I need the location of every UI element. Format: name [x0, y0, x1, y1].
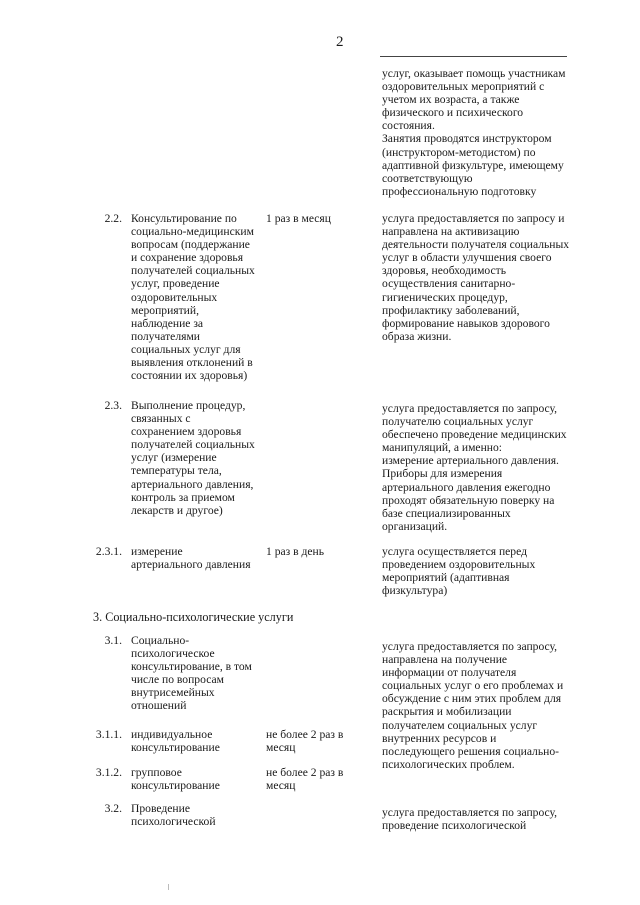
page-number: 2: [336, 34, 344, 50]
service-name: Социально- психологическое консультирование, в том числе по вопросам внутрисемейных отношений: [131, 634, 252, 713]
section-heading: 3. Социально-психологические услуги: [93, 610, 294, 624]
service-frequency: не более 2 раз в месяц: [266, 728, 344, 755]
row-number: 2.3.1.: [95, 545, 122, 558]
row-number: 2.3.: [104, 399, 122, 412]
service-name: индивидуальное консультирование: [131, 728, 220, 755]
continued-description: услуг, оказывает помощь участникам оздоровительных мероприятий с учетом их возраста, а также физического и психического состояния. Занятия проводятся инструктором (инструктором-методистом) по адаптивной физкультуре, имеющему соответствующую профессиональную подготовку: [382, 67, 566, 198]
top-divider: [380, 56, 567, 57]
service-description: услуга предоставляется по запросу, направлена на получение информации от получателя социальных услуг о его проблемах и обсуждение с ним этих проблем для раскрытия и мобилизации получателем социальных услуг внутренних ресурсов и последующего решения социально- психологических проблем.: [382, 640, 564, 771]
row-number: 3.1.1.: [95, 728, 122, 741]
service-frequency: 1 раз в месяц: [266, 212, 331, 225]
service-description: услуга предоставляется по запросу, получателю социальных услуг обеспечено проведение медицинских манипуляций, а именно: измерение артериального давления. Приборы для измерения артериального давления ежегодно проходят обязательную поверку на базе специализированных организаций.: [382, 402, 567, 533]
service-name: Проведение психологической: [131, 802, 216, 829]
service-name: групповое консультирование: [131, 766, 220, 793]
row-number: 3.1.: [104, 634, 122, 647]
row-number: 2.2.: [104, 212, 122, 225]
service-frequency: не более 2 раз в месяц: [266, 766, 344, 793]
service-description: услуга предоставляется по запросу, проведение психологической: [382, 806, 558, 833]
row-number: 3.2.: [104, 802, 122, 815]
service-name: Выполнение процедур, связанных с сохранением здоровья получателей социальных услуг (измерение температуры тела, артериального давления, контроль за приемом лекарств и другое): [131, 399, 255, 517]
service-description: услуга предоставляется по запросу и направлена на активизацию деятельности получателя социальных услуг в области улучшения своего здоровья, необходимость осуществления санитарно- гигиенических процедур, профилактику заболеваний, формирование навыков здорового образа жизни.: [382, 212, 570, 343]
scan-speck: [168, 884, 169, 890]
service-frequency: 1 раз в день: [266, 545, 325, 558]
service-name: измерение артериального давления: [131, 545, 251, 572]
service-name: Консультирование по социально-медицинским вопросам (поддержание и сохранение здоровья получателей социальных услуг, проведение оздоровительных мероприятий, наблюдение за получателями социальных услуг для выявления отклонений в состоянии их здоровья): [131, 212, 255, 383]
row-number: 3.1.2.: [95, 766, 122, 779]
service-description: услуга осуществляется перед проведением оздоровительных мероприятий (адаптивная физкультура): [382, 545, 536, 598]
